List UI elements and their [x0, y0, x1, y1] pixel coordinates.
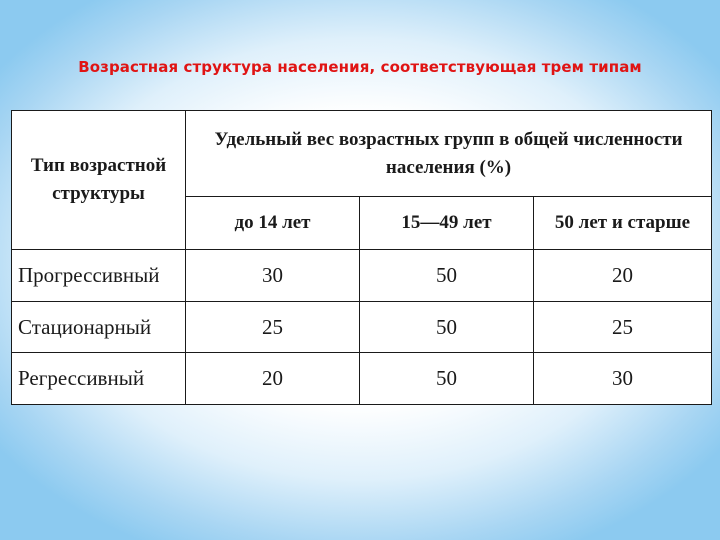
table-cell: 25: [534, 302, 712, 353]
column-header: до 14 лет: [186, 197, 360, 250]
group-header: Удельный вес возрастных групп в общей численности населения (%): [186, 111, 712, 197]
table-row: [12, 250, 712, 302]
table-cell: 20: [186, 353, 360, 405]
row-label: Стационарный: [12, 302, 186, 353]
table-cell: 30: [186, 250, 360, 302]
slide-title: Возрастная структура населения, соответствующая трем типам: [78, 58, 642, 76]
table-cell: 20: [534, 250, 712, 302]
table-cell: 25: [186, 302, 360, 353]
column-header: 15—49 лет: [360, 197, 534, 250]
table-cell: 50: [360, 353, 534, 405]
table-cell: 50: [360, 302, 534, 353]
table-cell: 30: [534, 353, 712, 405]
age-structure-table-container: [11, 110, 711, 404]
table-row: [12, 353, 712, 405]
row-label: Прогрессивный: [12, 250, 186, 302]
row-label: Регрессивный: [12, 353, 186, 405]
table-cell: 50: [360, 250, 534, 302]
corner-header: Тип возрастной структуры: [12, 111, 186, 250]
age-structure-table: [11, 110, 712, 405]
table-row: [12, 302, 712, 353]
column-header: 50 лет и старше: [534, 197, 712, 250]
